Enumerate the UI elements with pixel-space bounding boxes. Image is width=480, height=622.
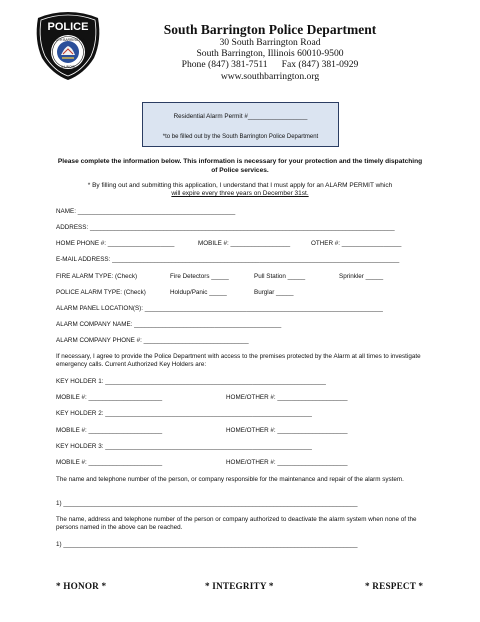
footer-honor: * HONOR * — [56, 581, 107, 591]
key-holder-1-home-field[interactable]: HOME/OTHER #: ____________________ — [226, 394, 348, 401]
badge-title-text: POLICE — [47, 21, 89, 33]
website: www.southbarrington.org — [220, 70, 320, 82]
fax-number: Fax (847) 381-0929 — [281, 59, 359, 71]
agreement-line-2: will expire every three years on December 31st. — [171, 190, 309, 198]
key-holder-3-field[interactable]: KEY HOLDER 3: ___________________________________________________________ — [56, 443, 312, 450]
key-holder-2-home-field[interactable]: HOME/OTHER #: ____________________ — [226, 427, 348, 434]
letterhead — [120, 22, 420, 82]
holdup-panic-check[interactable]: Holdup/Panic _____ — [170, 289, 227, 296]
email-field[interactable]: E-MAIL ADDRESS: __________________________________________________________________________________ — [56, 256, 400, 263]
agreement-text — [56, 182, 424, 199]
badge-ring-text: SOUTH BARRINGTON — [50, 38, 86, 42]
keyholder-consent-text: If necessary, I agree to provide the Police Department with access to the premises protected by the Alarm at all times to investigate emergency calls. Current Authorized Key Holders are: — [56, 353, 421, 368]
burglar-check[interactable]: Burglar _____ — [254, 289, 294, 296]
alarm-panel-location-field[interactable]: ALARM PANEL LOCATION(S): ____________________________________________________________________ — [56, 305, 383, 312]
deactivation-text: The name, address and telephone number of the person or company authorized to deactivate the alarm system when none of the persons named in the above can be reached. — [56, 516, 417, 531]
alarm-company-name-field[interactable]: ALARM COMPANY NAME: __________________________________________ — [56, 321, 282, 328]
maintenance-text: The name and telephone number of the person, or company responsible for the maintenance and repair of the alarm system. — [56, 476, 404, 483]
street-address: 30 South Barrington Road — [219, 37, 321, 48]
key-holder-3-mobile-field[interactable]: MOBILE #: _____________________ — [56, 459, 163, 466]
agreement-line-1: * By filling out and submitting this application, I understand that I must apply for an ALARM PERMIT which — [87, 182, 393, 189]
department-name: South Barrington Police Department — [163, 22, 377, 37]
footer-respect: * RESPECT * — [365, 581, 424, 591]
key-holder-3-home-field[interactable]: HOME/OTHER #: ____________________ — [226, 459, 348, 466]
phone-number: Phone (847) 381-7511 — [181, 59, 268, 71]
address-field[interactable]: ADDRESS: _______________________________________________________________________________________ — [56, 224, 395, 231]
other-phone-field[interactable]: OTHER #: _________________ — [311, 240, 402, 247]
permit-number-box — [142, 102, 339, 147]
key-holder-2-mobile-field[interactable]: MOBILE #: _____________________ — [56, 427, 163, 434]
mobile-phone-field[interactable]: MOBILE #: _________________ — [198, 240, 291, 247]
police-alarm-type-label: POLICE ALARM TYPE: (Check) — [56, 289, 146, 296]
maintenance-contact-field[interactable]: 1) ____________________________________________________________________________________ — [56, 500, 358, 507]
phone-fax-row — [120, 59, 420, 70]
deactivation-contact-field[interactable]: 1) ____________________________________________________________________________________ — [56, 541, 358, 548]
fire-detectors-check[interactable]: Fire Detectors _____ — [170, 273, 229, 280]
badge-bottom-text: ILLINOIS — [61, 65, 75, 69]
sprinkler-check[interactable]: Sprinkler _____ — [339, 273, 384, 280]
city-address: South Barrington, Illinois 60010-9500 — [196, 48, 344, 60]
home-phone-field[interactable]: HOME PHONE #: ___________________ — [56, 240, 175, 247]
fire-alarm-type-label: FIRE ALARM TYPE: (Check) — [56, 273, 138, 280]
permit-number-field[interactable]: Residential Alarm Permit #_________________ — [173, 113, 308, 120]
permit-note: *to be filled out by the South Barrington Police Department — [162, 134, 319, 140]
key-holder-2-field[interactable]: KEY HOLDER 2: ___________________________________________________________ — [56, 410, 312, 417]
key-holder-1-field[interactable]: KEY HOLDER 1: _______________________________________________________________ — [56, 378, 326, 385]
name-field[interactable]: NAME: _____________________________________________ — [56, 208, 236, 215]
alarm-company-phone-field[interactable]: ALARM COMPANY PHONE #: ______________________________ — [56, 337, 249, 344]
police-badge-logo — [32, 10, 104, 82]
key-holder-1-mobile-field[interactable]: MOBILE #: _____________________ — [56, 394, 163, 401]
footer-integrity: * INTEGRITY * — [205, 581, 274, 591]
pull-station-check[interactable]: Pull Station _____ — [254, 273, 306, 280]
intro-text: Please complete the information below. This information is necessary for your protection and the timely dispatching of Police services. — [57, 158, 423, 174]
